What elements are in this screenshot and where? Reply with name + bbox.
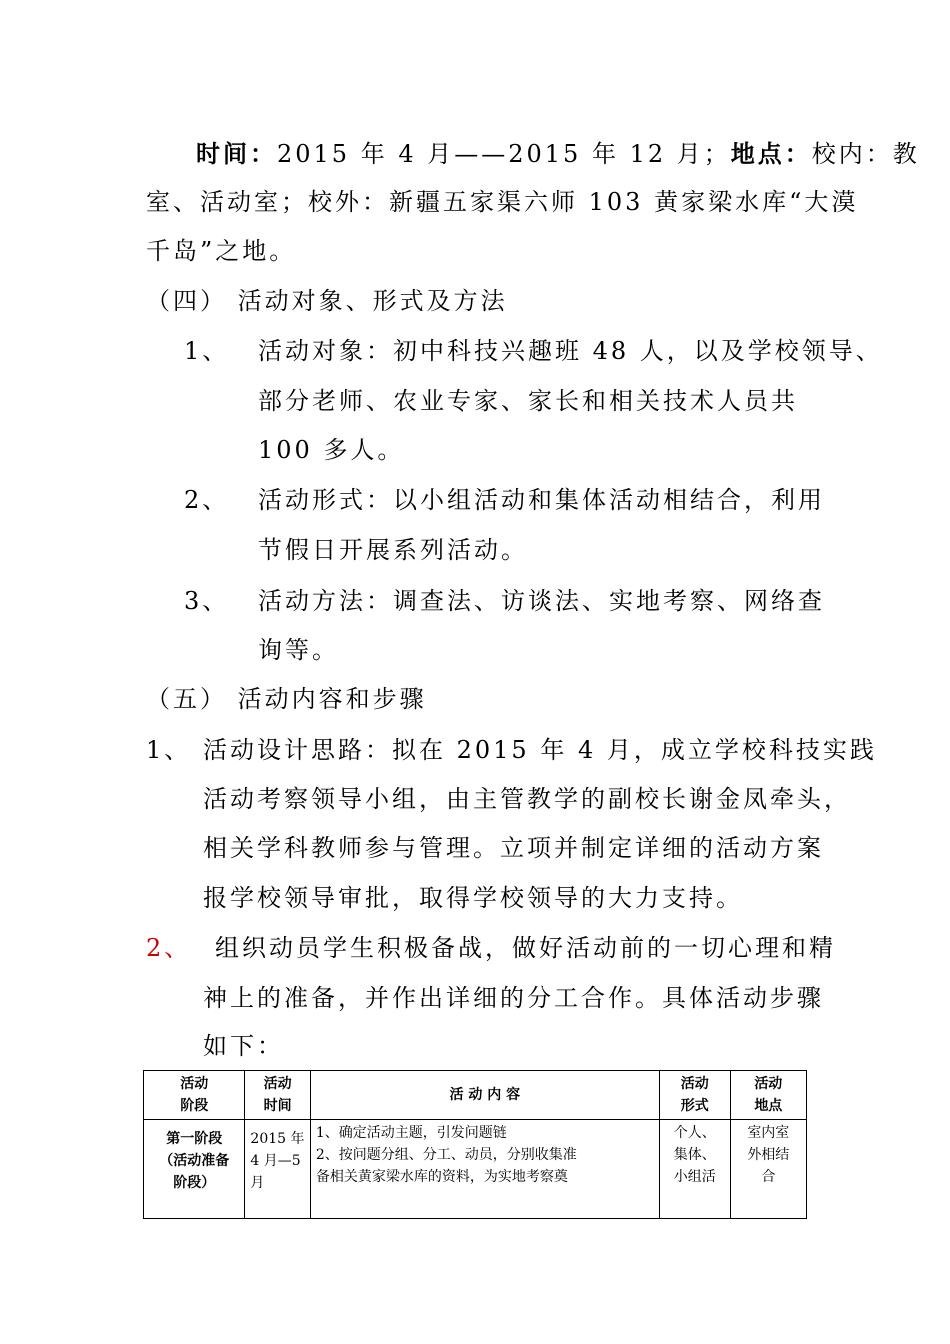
item-1-line2: 部分老师、农业专家、家长和相关技术人员共 (258, 387, 798, 415)
header-content: 活 动 内 容 (310, 1071, 659, 1120)
row1-content-line1: 1、确定活动主题，引发问题链 (315, 1125, 507, 1141)
header-time-line2: 时间 (263, 1098, 292, 1114)
row1-place-line1: 室内室 (747, 1125, 790, 1141)
header-time-line1: 活动 (263, 1076, 292, 1092)
activity-plan-table (143, 1070, 807, 1219)
header-stage (144, 1071, 245, 1120)
row1-stage-line1: 第一阶段 (166, 1131, 223, 1147)
step-2-line2: 神上的准备，并作出详细的分工合作。具体活动步骤 (203, 984, 824, 1012)
header-stage-line1: 活动 (180, 1076, 209, 1092)
table-row (144, 1120, 807, 1219)
step-2-line1: 组织动员学生积极备战，做好活动前的一切心理和精 (215, 934, 836, 962)
item-1-number: 1、 (184, 337, 230, 365)
row1-form-line1: 个人、 (673, 1125, 716, 1141)
paragraph-time-place-line2: 室、活动室；校外：新疆五家渠六师 103 黄家梁水库“大漠 (146, 188, 859, 216)
row1-stage-line3: 阶段） (173, 1175, 216, 1191)
item-3-number: 3、 (184, 587, 230, 615)
row1-place-line2: 外相结 (747, 1147, 790, 1163)
section-5-heading: （五） 活动内容和步骤 (146, 685, 427, 713)
step-1-line2: 活动考察领导小组，由主管教学的副校长谢金凤牵头， (203, 785, 851, 813)
place-label: 地点： (730, 139, 812, 168)
item-2-line2: 节假日开展系列活动。 (258, 536, 528, 564)
step-2-number: 2、 (146, 934, 192, 962)
header-place-line1: 活动 (754, 1076, 783, 1092)
section-4-heading: （四） 活动对象、形式及方法 (146, 287, 508, 315)
table-header-row (144, 1071, 807, 1120)
paragraph-time-place-line3: 千岛”之地。 (146, 237, 297, 265)
header-form-line2: 形式 (680, 1098, 709, 1114)
paragraph-time-place-line1 (196, 139, 920, 169)
item-2-line1: 活动形式：以小组活动和集体活动相结合，利用 (258, 486, 825, 514)
row1-stage (144, 1120, 245, 1219)
step-1-number: 1、 (146, 736, 192, 764)
header-form-line1: 活动 (680, 1076, 709, 1092)
row1-form-line2: 集体、 (673, 1147, 716, 1163)
row1-form-line3: 小组活 (673, 1169, 716, 1185)
row1-time-line2: 4 月—5 (250, 1153, 301, 1169)
header-stage-line2: 阶段 (180, 1098, 209, 1114)
step-1-line1: 活动设计思路：拟在 2015 年 4 月，成立学校科技实践 (203, 736, 877, 764)
item-3-line2: 询等。 (258, 636, 339, 664)
header-place (730, 1071, 806, 1120)
row1-content (310, 1120, 659, 1219)
row1-time (245, 1120, 310, 1219)
item-3-line1: 活动方法：调查法、访谈法、实地考察、网络查 (258, 587, 825, 615)
step-1-line4: 报学校领导审批，取得学校领导的大力支持。 (203, 884, 743, 912)
time-label: 时间： (196, 139, 277, 168)
row1-place-line3: 合 (761, 1169, 776, 1185)
row1-stage-line2: （活动准备 (159, 1153, 230, 1169)
item-1-line3: 100 多人。 (258, 436, 405, 464)
row1-time-line1: 2015 年 (250, 1131, 305, 1147)
row1-time-line3: 月 (250, 1175, 265, 1191)
row1-form (659, 1120, 730, 1219)
header-form (659, 1071, 730, 1120)
row1-place (730, 1120, 806, 1219)
row1-content-line2: 2、按问题分组、分工、动员，分别收集准 (315, 1147, 577, 1163)
item-1-line1: 活动对象：初中科技兴趣班 48 人，以及学校领导、 (258, 337, 883, 365)
header-place-line2: 地点 (754, 1098, 783, 1114)
time-text: 2015 年 4 月——2015 年 12 月； (277, 140, 731, 168)
place-text: 校内：教 (811, 140, 920, 168)
header-time (245, 1071, 310, 1120)
step-2-line3: 如下： (203, 1032, 284, 1060)
step-1-line3: 相关学科教师参与管理。立项并制定详细的活动方案 (203, 834, 824, 862)
row1-content-line3: 备相关黄家梁水库的资料，为实地考察奠 (315, 1169, 568, 1185)
item-2-number: 2、 (184, 486, 230, 514)
